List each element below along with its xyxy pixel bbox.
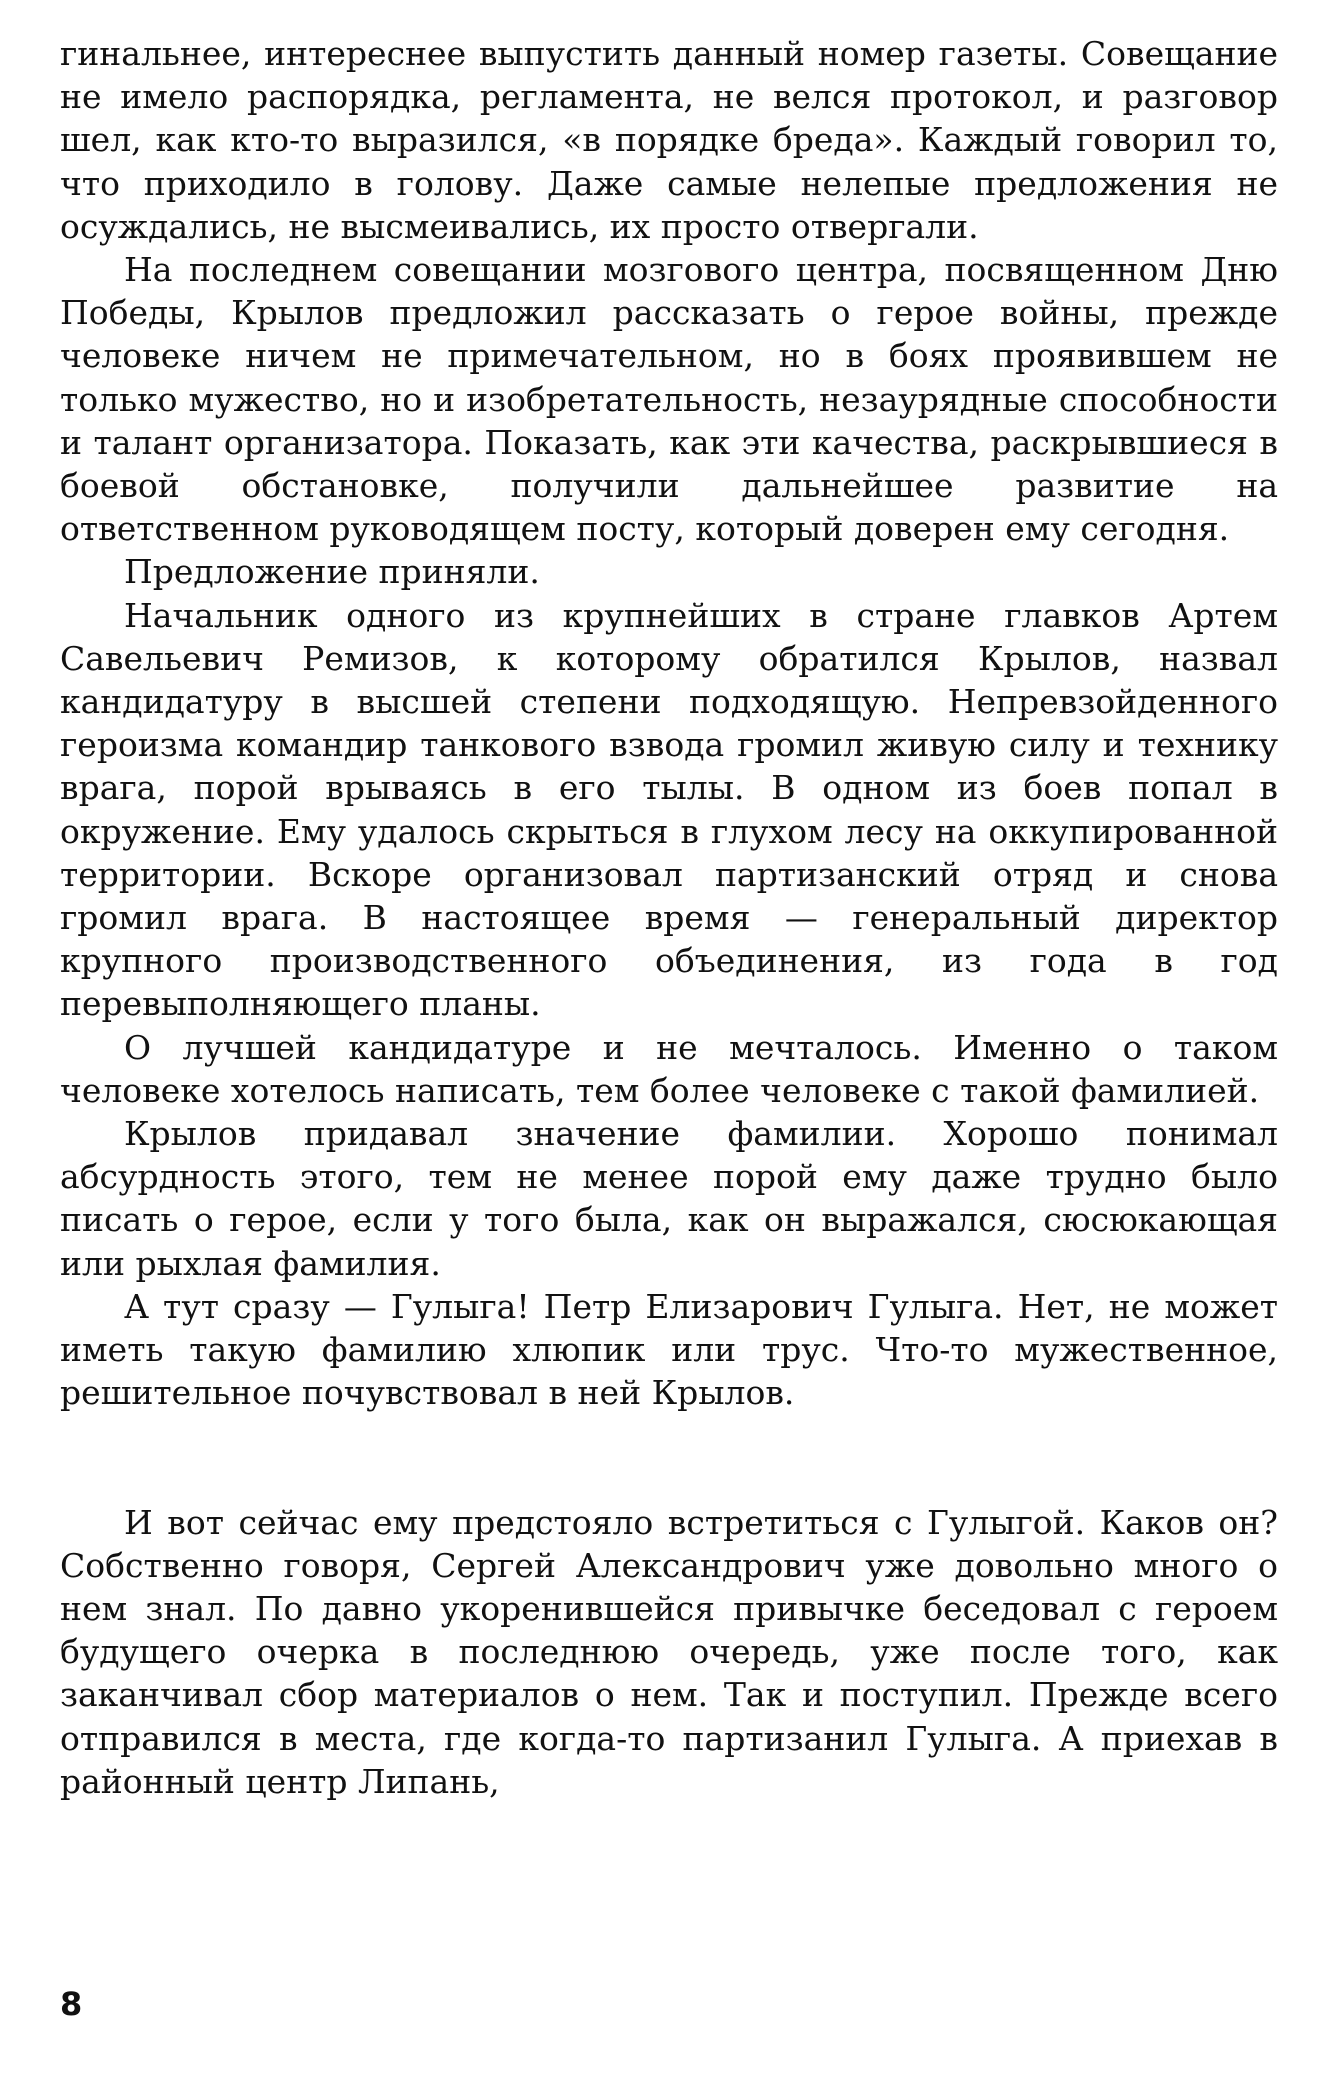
page-body bbox=[60, 32, 1278, 1803]
section-break bbox=[60, 1415, 1278, 1501]
paragraph: О лучшей кандидатуре и не мечталось. Именно о таком человеке хотелось написать, тем более человеке с такой фамилией. bbox=[60, 1027, 1278, 1110]
paragraph: Начальник одного из крупнейших в стране главков Артем Савельевич Ремизов, к которому обратился Крылов, назвал кандидатуру в высшей степени подходящую. Непревзойденного героизма командир танкового взвода громил живую силу и технику врага, порой врываясь в его тылы. В одном из боев попал в окружение. Ему удалось скрыться в глухом лесу на оккупированной территории. Вскоре организовал партизанский отряд и снова громил врага. В настоящее время — генеральный директор крупного производственного объединения, из года в год перевыполняющего планы. bbox=[60, 595, 1278, 1024]
paragraph: На последнем совещании мозгового центра, посвященном Дню Победы, Крылов предложил рассказать о герое войны, прежде человеке ничем не примечательном, но в боях проявившем не только мужество, но и изобретательность, незаурядные способности и талант организатора. Показать, как эти качества, раскрывшиеся в боевой обстановке, получили дальнейшее развитие на ответственном руководящем посту, который доверен ему сегодня. bbox=[60, 250, 1278, 549]
paragraph-continuation: гинальнее, интереснее выпустить данный номер газеты. Совещание не имело распорядка, регламента, не велся протокол, и разговор шел, как кто-то выразился, «в порядке бреда». Каждый говорил то, что приходило в голову. Даже самые нелепые предложения не осуждались, не высмеивались, их просто отвергали. bbox=[60, 34, 1278, 246]
paragraph: Крылов придавал значение фамилии. Хорошо понимал абсурдность этого, тем не менее порой ему даже трудно было писать о герое, если у того была, как он выражался, сюсюкающая или рыхлая фамилия. bbox=[60, 1114, 1278, 1283]
page-number: 8 bbox=[60, 1985, 83, 2023]
paragraph: А тут сразу — Гулыга! Петр Елизарович Гулыга. Нет, не может иметь такую фамилию хлюпик или трус. Что-то мужественное, решительное почувствовал в ней Крылов. bbox=[60, 1286, 1278, 1413]
paragraph: И вот сейчас ему предстояло встретиться с Гулыгой. Каков он? Собственно говоря, Сергей Александрович уже довольно много о нем знал. По давно укоренившейся привычке беседовал с героем будущего очерка в последнюю очередь, уже после того, как заканчивал сбор материалов о нем. Так и поступил. Прежде всего отправился в места, где когда-то партизанил Гулыга. А приехав в районный центр Липань, bbox=[60, 1502, 1278, 1801]
paragraph: Предложение приняли. bbox=[124, 552, 540, 592]
